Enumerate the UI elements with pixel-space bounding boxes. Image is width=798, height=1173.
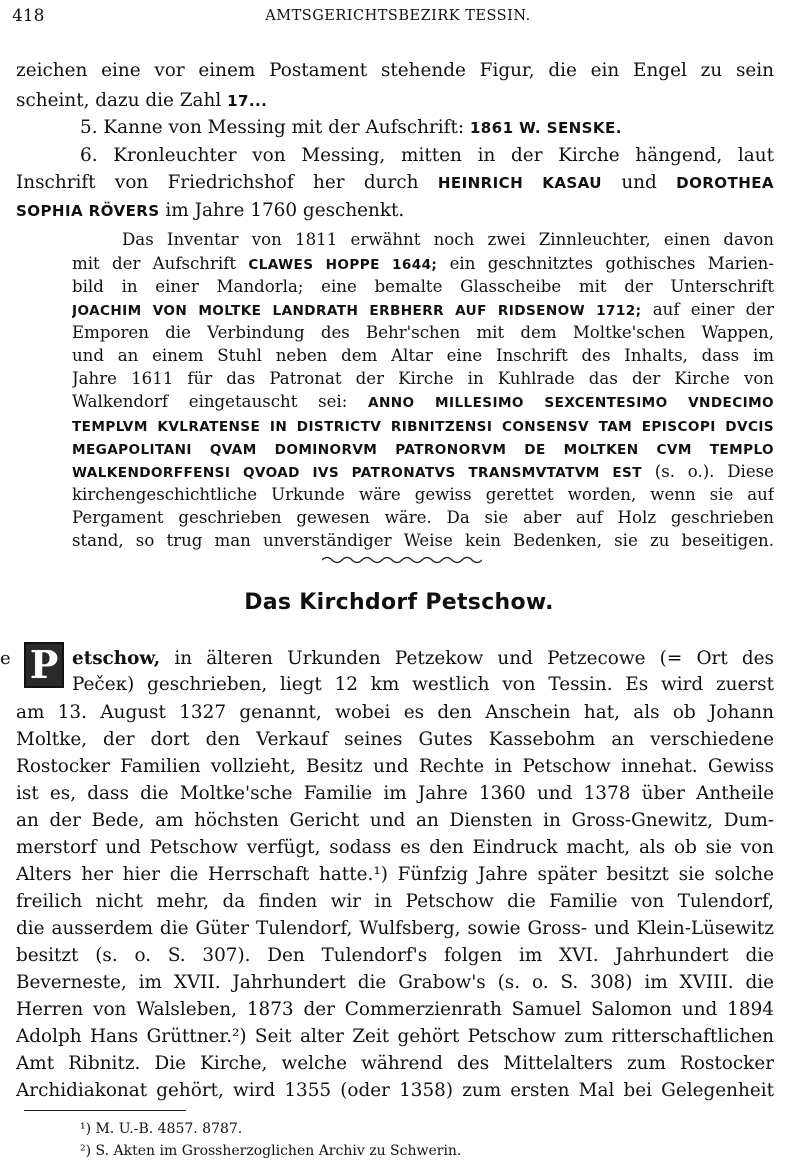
text-line: zeichen eine vor einem Postament stehende Figur, die ein Engel zu sein [16,60,774,81]
wavy-divider [322,555,482,565]
body-line: etschow, in älteren Urkunden Petzekow und Petzecowe (= Ort des [72,648,774,669]
body-line: freilich nicht mehr, da finden wir in Petschow die Familie von Tulendorf, [16,891,774,912]
inventory-item-5: 5. Kanne von Messing mit der Aufschrift: 1861 W. SENSKE. [80,117,622,138]
body-line: merstorf und Petschow verfügt, sodass es den Eindruck macht, als ob sie von [16,837,774,858]
footnote-2: ²) S. Akten im Grossherzoglichen Archiv zu Schwerin. [80,1143,462,1159]
small-text-line: mit der Aufschrift CLAWES HOPPE 1644; ein geschnitztes gothisches Marien- [72,254,774,273]
body-line: Amt Ribnitz. Die Kirche, welche während des Mittelalters zum Rostocker [16,1053,774,1074]
small-text-line: kirchengeschichtliche Urkunde wäre gewiss gerettet worden, wenn sie auf [72,485,774,504]
text-line: scheint, dazu die Zahl 17... [16,90,268,111]
body-line: Adolph Hans Grüttner.²) Seit alter Zeit gehört Petschow zum ritterschaftlichen [16,1026,774,1047]
decorative-initial: P [24,642,64,688]
footnote-rule [24,1110,186,1111]
body-line: die ausserdem die Güter Tulendorf, Wulfsberg, sowie Gross- und Klein-Lüsewitz [16,918,774,939]
small-text-line: Jahre 1611 für das Patronat der Kirche in Kuhlrade das der Kirche von [72,369,774,388]
text-line: SOPHIA RÖVERS im Jahre 1760 geschenkt. [16,200,405,221]
body-line: Moltke, der dort den Verkauf seines Gutes Kassebohm an verschiedene [16,729,774,750]
margin-character: e [0,648,11,669]
small-text-line: JOACHIM VON MOLTKE LANDRATH ERBHERR AUF RIDSENOW 1712; auf einer der [72,300,774,319]
body-line: Pečeк) geschrieben, liegt 12 km westlich von Tessin. Es wird zuerst [72,674,774,695]
body-line: besitzt (s. o. S. 307). Den Tulendorf's folgen im XVI. Jahrhundert die [16,945,774,966]
small-text-line: TEMPLVM KVLRATENSE IN DISTRICTV RIBNITZENSI CONSENSV TAM EPISCOPI DVCIS [72,419,774,435]
body-line: Beverneste, im XVII. Jahrhundert die Grabow's (s. o. S. 308) im XVIII. die [16,972,774,993]
small-text-line: stand, so trug man unverständiger Weise kein Bedenken, sie zu beseitigen. [72,531,774,550]
section-title: Das Kirchdorf Petschow. [244,590,554,615]
body-line: ist es, dass die Moltke'sche Familie im Jahre 1360 und 1378 über Antheile [16,783,774,804]
inventory-item-6: 6. Kronleuchter von Messing, mitten in der Kirche hängend, laut [80,145,774,166]
small-text-line: WALKENDORFFENSI QVOAD IVS PATRONATVS TRANSMVTATVM EST (s. o.). Diese [72,462,774,481]
body-line: Herren von Walsleben, 1873 der Commerzienrath Samuel Salomon und 1894 [16,999,774,1020]
text-line: Inschrift von Friedrichshof her durch HEINRICH KASAU und DOROTHEA [16,172,774,193]
body-line: Archidiakonat gehört, wird 1355 (oder 1358) zum ersten Mal bei Gelegenheit [16,1080,774,1101]
small-text-line: und an einem Stuhl neben dem Altar eine Inschrift des Inhalts, dass im [72,346,774,365]
footnote-1: ¹) M. U.-B. 4857. 8787. [80,1121,243,1137]
page-header [12,6,784,30]
page-number: 418 [12,6,45,26]
body-line: am 13. August 1327 genannt, wobei es den Anschein hat, als ob Johann [16,702,774,723]
small-text-line: Pergament geschrieben gewesen wäre. Da sie aber auf Holz geschrieben [72,508,774,527]
body-line: Rostocker Familien vollzieht, Besitz und Rechte in Petschow innehat. Gewiss [16,756,774,777]
small-text-line: Emporen die Verbindung des Behr'schen mit dem Moltke'schen Wappen, [72,323,774,342]
body-line: Alters her hier die Herrschaft hatte.¹) Fünfzig Jahre später besitzt sie solche [16,864,774,885]
body-line: an der Bede, am höchsten Gericht und an Diensten in Gross-Gnewitz, Dum- [16,810,774,831]
small-text-line: Walkendorf eingetauscht sei: ANNO MILLESIMO SEXCENTESIMO VNDECIMO [72,392,774,411]
small-text-line: Das Inventar von 1811 erwähnt noch zwei Zinnleuchter, einen davon [122,230,774,249]
small-text-line: MEGAPOLITANI QVAM DOMINORVM PATRONORVM DE MOLTKEN CVM TEMPLO [72,442,774,458]
running-title: AMTSGERICHTSBEZIRK TESSIN. [265,8,531,24]
small-text-line: bild in einer Mandorla; eine bemalte Glasscheibe mit der Unterschrift [72,277,774,296]
